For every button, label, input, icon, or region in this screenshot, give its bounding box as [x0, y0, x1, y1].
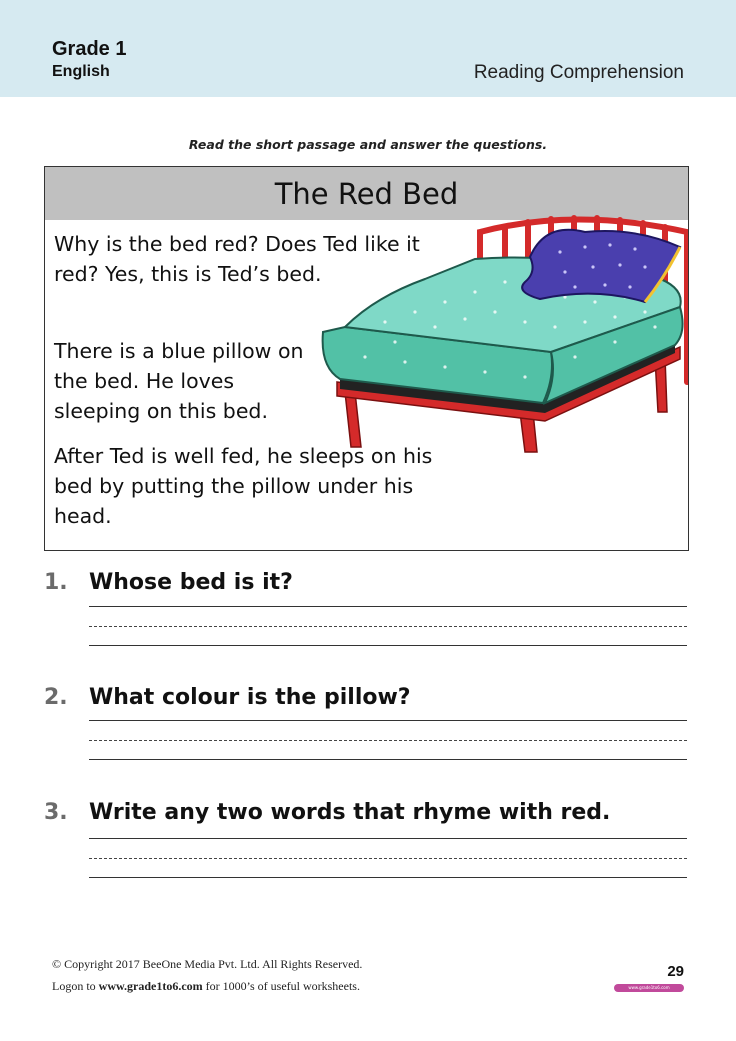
instruction-text: Read the short passage and answer the questions. [188, 137, 548, 152]
subject-label: English [52, 63, 110, 80]
grade-label: Grade 1 [52, 38, 127, 60]
passage-paragraph-1: Why is the bed red? Does Ted like it red? Yes, this is Ted’s bed. [54, 232, 420, 286]
story-title: The Red Bed [274, 177, 459, 211]
question-text: Whose bed is it? [89, 570, 293, 595]
copyright-text: © Copyright 2017 BeeOne Media Pvt. Ltd. All Rights Reserved. [52, 957, 363, 971]
passage-paragraph-2: There is a blue pillow on the bed. He loves sleeping on this bed. [54, 339, 304, 423]
question-number: 2. [44, 685, 68, 710]
question-text: What colour is the pillow? [89, 685, 411, 710]
page-number: 29 [667, 963, 684, 980]
logon-prefix: Logon to [52, 979, 96, 993]
question-number: 3. [44, 800, 68, 825]
passage-paragraph-3: After Ted is well fed, he sleeps on his bed by putting the pillow under his head. [54, 444, 433, 528]
site-badge: www.grade1to6.com [614, 984, 684, 992]
question-text: Write any two words that rhyme with red. [89, 800, 611, 825]
answer-lines[interactable] [89, 838, 687, 880]
answer-lines[interactable] [89, 720, 687, 762]
footer-logon [52, 979, 360, 994]
story-box [44, 166, 689, 551]
logon-suffix: for 1000’s of useful worksheets. [205, 979, 360, 993]
worksheet-type-title: Reading Comprehension [473, 62, 684, 83]
question-number: 1. [44, 570, 68, 595]
website-link[interactable]: www.grade1to6.com [98, 979, 203, 993]
answer-lines[interactable] [89, 606, 687, 648]
page-header [0, 0, 736, 97]
